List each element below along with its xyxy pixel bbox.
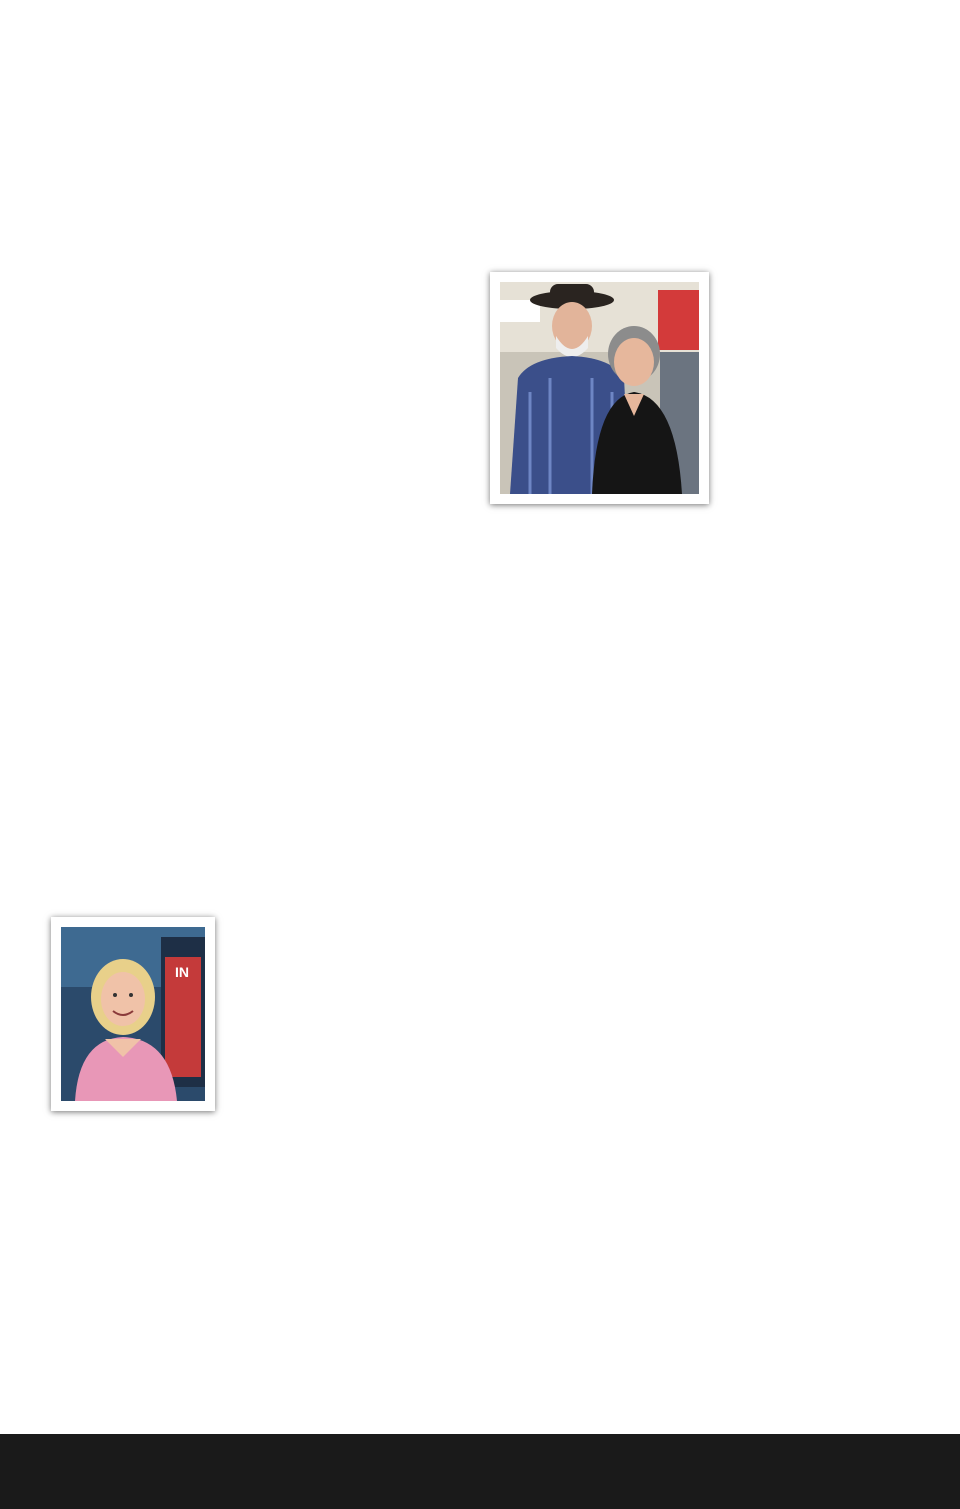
svg-text:IN: IN (175, 964, 189, 980)
sallie-rupley-photo-image (500, 282, 699, 494)
footer-text (48, 1451, 64, 1470)
photo-donna-truax (51, 917, 215, 1111)
photo-sallie-rupley (490, 272, 709, 504)
top-tire-tread-decoration (0, 0, 960, 100)
page-footer (0, 1434, 960, 1509)
bottom-tire-tread-decoration (0, 1372, 960, 1434)
donna-truax-photo-image (61, 927, 205, 1101)
